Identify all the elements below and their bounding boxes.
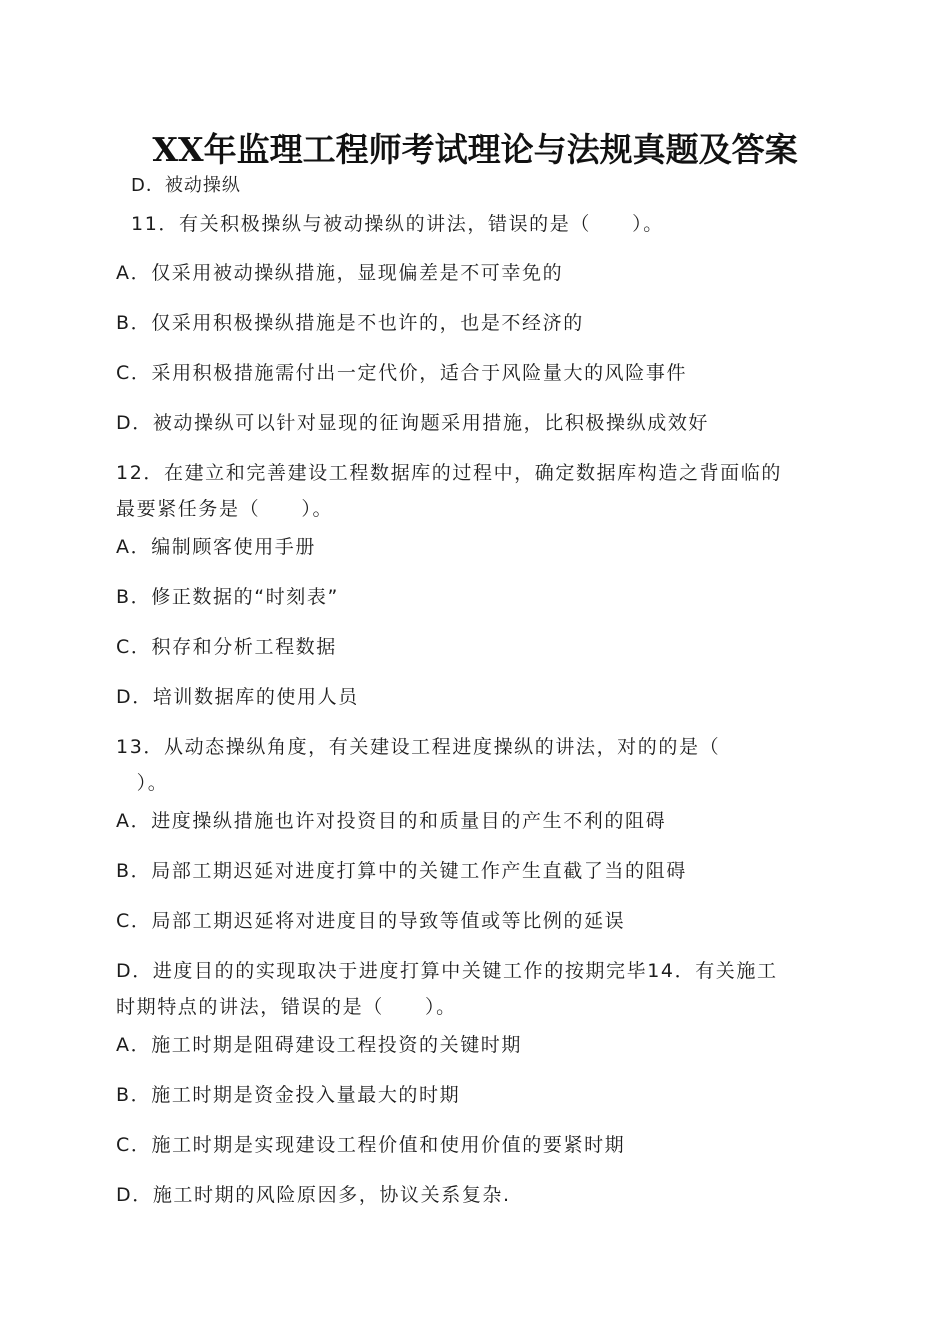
question-12-line-1: 12．在建立和完善建设工程数据库的过程中，确定数据库构造之背面临的 bbox=[116, 462, 782, 484]
option-c-q11: C．采用积极措施需付出一定代价，适合于风险量大的风险事件 bbox=[116, 362, 688, 384]
option-d-q12: D．培训数据库的使用人员 bbox=[116, 686, 359, 708]
option-c-q12: C．积存和分析工程数据 bbox=[116, 636, 337, 658]
option-c-q14: C．施工时期是实现建设工程价值和使用价值的要紧时期 bbox=[116, 1134, 626, 1156]
option-a-q11: A．仅采用被动操纵措施，显现偏差是不可幸免的 bbox=[116, 262, 564, 284]
option-a-q14: A．施工时期是阻碍建设工程投资的关键时期 bbox=[116, 1034, 522, 1056]
question-12-line-2: 最要紧任务是（ ）。 bbox=[116, 498, 334, 520]
option-b-q12: B．修正数据的“时刻表” bbox=[116, 586, 339, 608]
option-d-q14: D．施工时期的风险原因多，协议关系复杂. bbox=[116, 1184, 511, 1206]
question-13-line-1: 13．从动态操纵角度，有关建设工程进度操纵的讲法，对的的是（ bbox=[116, 736, 721, 758]
option-d-q10: D．被动操纵 bbox=[131, 175, 241, 196]
option-a-q12: A．编制顾客使用手册 bbox=[116, 536, 316, 558]
question-14-line-2: 时期特点的讲法，错误的是（ ）。 bbox=[116, 996, 457, 1018]
option-c-q13: C．局部工期迟延将对进度目的导致等值或等比例的延误 bbox=[116, 910, 626, 932]
document-title: XX年监理工程师考试理论与法规真题及答案 bbox=[152, 130, 798, 169]
option-b-q11: B．仅采用积极操纵措施是不也许的，也是不经济的 bbox=[116, 312, 584, 334]
question-13-line-2: ）。 bbox=[116, 772, 169, 794]
option-d-q11: D．被动操纵可以针对显现的征询题采用措施，比积极操纵成效好 bbox=[116, 412, 710, 434]
option-b-q14: B．施工时期是资金投入量最大的时期 bbox=[116, 1084, 461, 1106]
option-d-q13-and-question-14: D．进度目的的实现取决于进度打算中关键工作的按期完毕14．有关施工 bbox=[116, 960, 778, 982]
question-11: 11．有关积极操纵与被动操纵的讲法，错误的是（ ）。 bbox=[131, 213, 664, 235]
option-a-q13: A．进度操纵措施也许对投资目的和质量目的产生不利的阻碍 bbox=[116, 810, 667, 832]
option-b-q13: B．局部工期迟延对进度打算中的关键工作产生直截了当的阻碍 bbox=[116, 860, 687, 882]
